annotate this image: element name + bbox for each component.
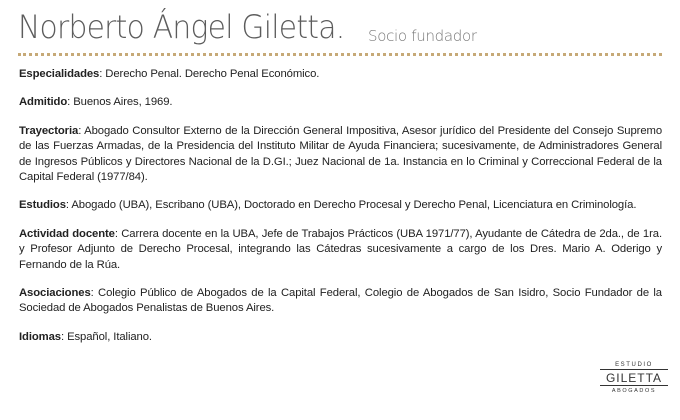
section-text: : Buenos Aires, 1969. [67,96,173,109]
section-actividad-docente [19,227,662,273]
section-label: Especialidades [19,68,100,80]
logo-rule [600,369,668,370]
firm-logo [600,362,668,394]
section-admitido [19,95,662,110]
section-label: Actividad docente [19,227,115,240]
page-title: Norberto Ángel Giletta. [18,8,345,46]
logo-rule [600,385,668,386]
section-text: : Derecho Penal. Derecho Penal Económico. [99,68,320,80]
section-estudios [19,198,662,213]
section-idiomas [19,330,662,345]
logo-bottom-text: ABOGADOS [611,388,657,394]
section-label: Estudios [19,199,66,212]
bio-content [19,67,662,358]
section-text: : Abogado (UBA), Escribano (UBA), Doctorado en Derecho Procesal y Derecho Penal, Licenciatura en Criminología. [65,199,637,212]
section-trayectoria [19,124,662,186]
section-label: Idiomas [19,330,61,343]
section-especialidades [19,67,662,82]
section-text: : Carrera docente en la UBA, Jefe de Trabajos Prácticos (UBA 1971/77), Ayudante de Cátedra de 2da., de 1ra. y Profesor Adjunto de Derecho Procesal, integrando las Cátedras sucesivamente a cargo de los Dres. Mario A. Oderigo y Fernando de la Rúa. [19,227,662,271]
section-label: Admitido [19,96,68,109]
logo-main-text: GILETTA [605,371,663,385]
role-subtitle: Socio fundador [368,27,477,45]
section-label: Trayectoria [19,124,79,137]
section-text: : Abogado Consultor Externo de la Dirección General Impositiva, Asesor jurídico del Presidente del Consejo Supremo de las Fuerzas Armadas, de la Presidencia del Instituto Militar de Ayuda Financiera; sucesivamente, de Administradores General de Ingresos Públicos y Directores Nacional de la D.GI.; Juez Nacional de 1a. Instancia en lo Criminal y Correccional Federal de la Capital Federal (1977/84). [19,124,662,184]
section-label: Asociaciones [19,287,91,300]
section-asociaciones [19,286,662,317]
section-text: : Colegio Público de Abogados de la Capital Federal, Colegio de Abogados de San Isidro, Socio Fundador de la Sociedad de Abogados Penalistas de Buenos Aires. [19,287,662,315]
logo-top-text: ESTUDIO [615,362,653,368]
section-text: : Español, Italiano. [61,330,152,343]
dotted-divider [18,53,662,56]
page-header [18,8,662,46]
